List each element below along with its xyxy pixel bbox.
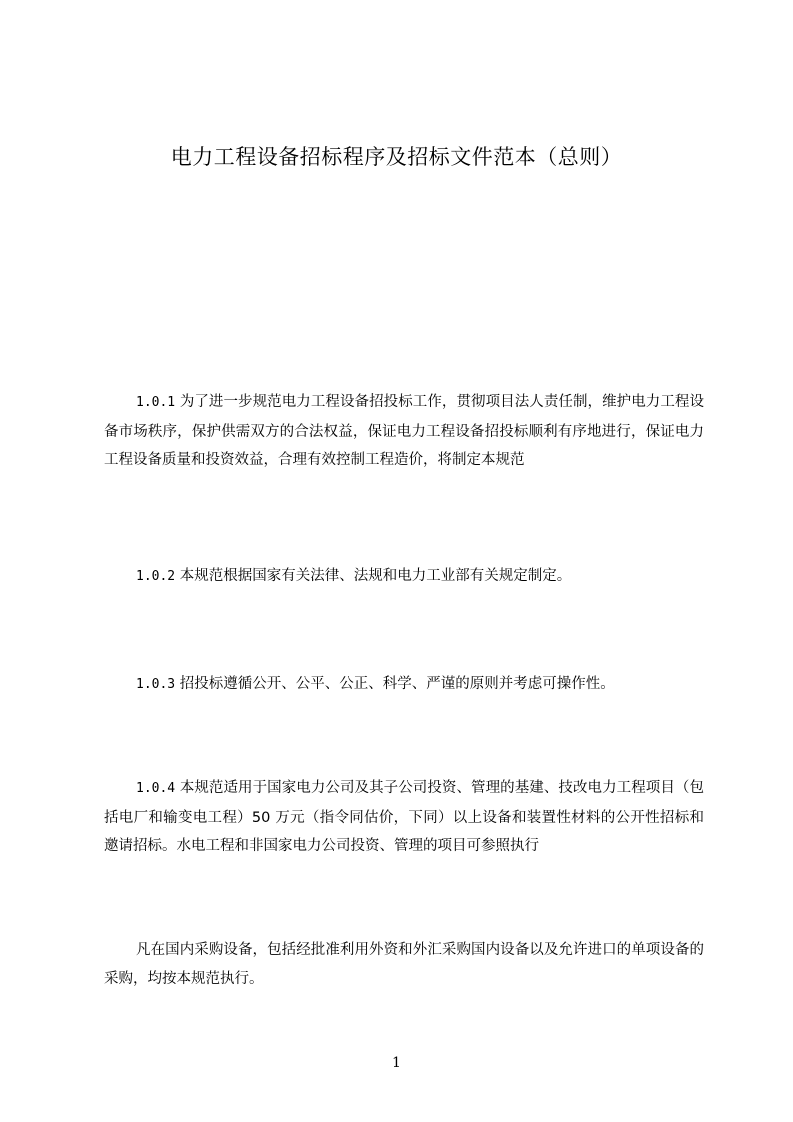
paragraph-domestic-procurement xyxy=(104,936,704,993)
clause-text: 本规范根据国家有关法律、法规和电力工业部有关规定制定。 xyxy=(179,568,572,584)
document-title: 电力工程设备招标程序及招标文件范本（总则） xyxy=(170,145,623,169)
clause-text: 为了进一步规范电力工程设备招投标工作，贯彻项目法人责任制，维护电力工程设备市场秩序，保护供需双方的合法权益，保证电力工程设备招投标顺利有序地进行，保证电力工程设备质量和投资效益，合理有效控制工程造价，将制定本规范 xyxy=(104,394,704,468)
clause-number: 1.0.2 xyxy=(136,569,176,584)
paragraph-1-0-3 xyxy=(104,670,704,700)
paragraph-1-0-4 xyxy=(104,774,704,861)
page-number: 1 xyxy=(392,1055,401,1071)
paragraph-1-0-2 xyxy=(104,562,704,592)
clause-text: 本规范适用于国家电力公司及其子公司投资、管理的基建、技改电力工程项目（包括电厂和输变电工程）50 万元（指令同估价，下同）以上设备和装置性材料的公开性招标和邀请招标。水电工程和非国家电力公司投资、管理的项目可参照执行 xyxy=(104,780,704,854)
clause-number: 1.0.1 xyxy=(136,395,176,410)
clause-number: 1.0.3 xyxy=(136,677,176,692)
clause-text: 凡在国内采购设备，包括经批准利用外资和外汇采购国内设备以及允许进口的单项设备的采购，均按本规范执行。 xyxy=(104,942,704,987)
clause-text: 招投标遵循公开、公平、公正、科学、严谨的原则并考虑可操作性。 xyxy=(179,676,615,692)
clause-number: 1.0.4 xyxy=(136,781,176,796)
paragraph-1-0-1 xyxy=(104,388,704,475)
